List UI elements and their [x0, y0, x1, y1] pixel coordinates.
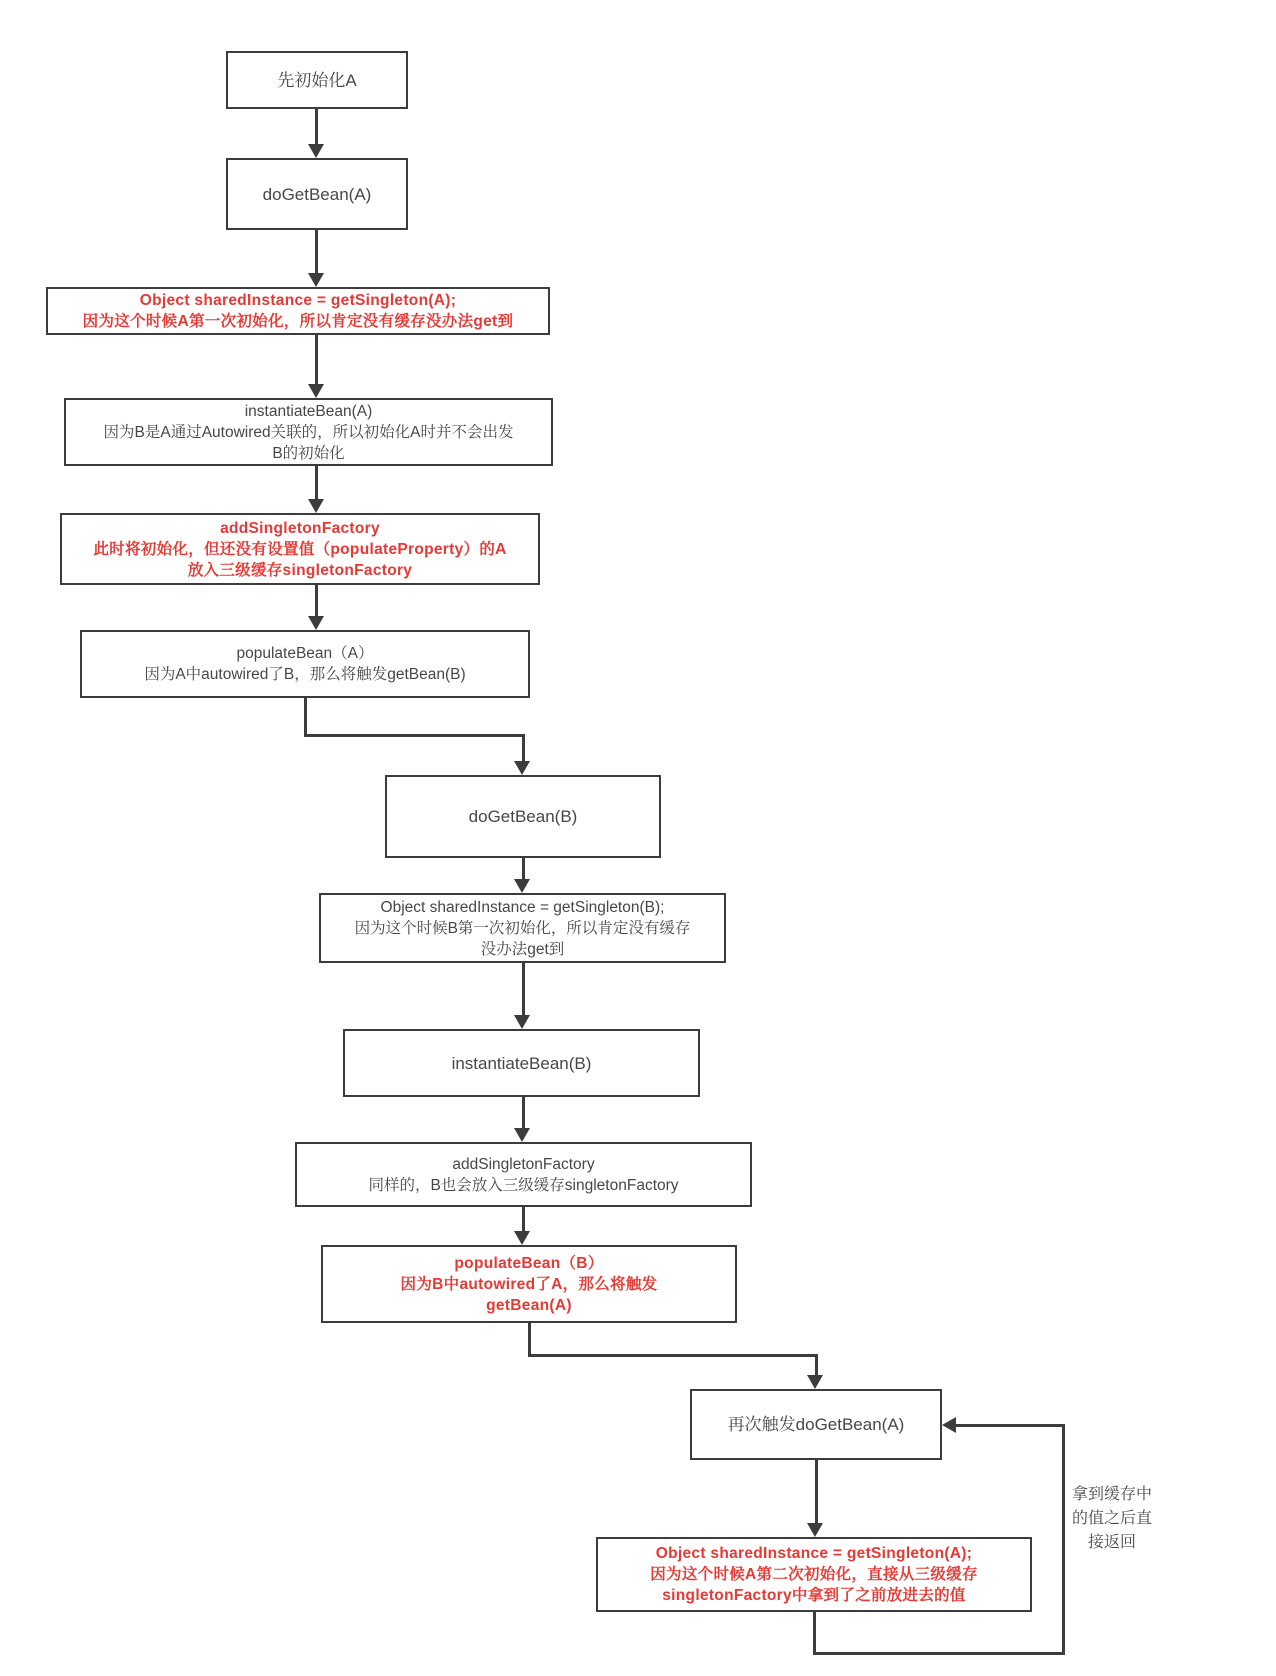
edge-line	[304, 698, 307, 737]
arrow-down-icon	[807, 1375, 823, 1389]
edge-line	[315, 466, 318, 500]
arrow-down-icon	[514, 761, 530, 775]
node-text-line: Object sharedInstance = getSingleton(A);	[139, 292, 457, 309]
arrow-down-icon	[514, 1015, 530, 1029]
node-text-line: 因为这个时候B第一次初始化，所以肯定没有缓存	[354, 919, 691, 937]
edge-line	[815, 1354, 818, 1376]
arrow-down-icon	[514, 1231, 530, 1245]
arrow-left-icon	[942, 1417, 956, 1433]
arrow-down-icon	[308, 273, 324, 287]
node-text-line: B的初始化	[272, 444, 345, 462]
node-text-line: Object sharedInstance = getSingleton(B);	[380, 898, 665, 916]
arrow-down-icon	[308, 499, 324, 513]
node-text-line: singletonFactory中拿到了之前放进去的值	[662, 1587, 966, 1604]
node-text-line: 因为B是A通过Autowired关联的，所以初始化A时并不会出发	[103, 423, 514, 441]
edge-line	[304, 734, 525, 737]
edge-line	[813, 1652, 1065, 1655]
arrow-down-icon	[308, 384, 324, 398]
node-text-line: instantiateBean(B)	[451, 1053, 592, 1073]
edge-line	[528, 1323, 531, 1357]
node-text-line: populateBean（A）	[236, 645, 374, 662]
arrow-down-icon	[308, 144, 324, 158]
edge-line	[956, 1424, 1064, 1427]
edge-line	[315, 230, 318, 274]
node-text-line: 因为这个时候A第二次初始化，直接从三级缓存	[650, 1566, 978, 1583]
node-text-line: 因为A中autowired了B，那么将触发getBean(B)	[144, 666, 466, 683]
arrow-down-icon	[308, 616, 324, 630]
edge-line	[815, 1460, 818, 1524]
node-text-line: 同样的，B也会放入三级缓存singletonFactory	[368, 1176, 679, 1194]
node-instantiate-bean-b	[343, 1029, 700, 1097]
edge-line	[528, 1354, 818, 1357]
node-text-line: instantiateBean(A)	[244, 402, 373, 420]
node-text-line: 因为B中autowired了A，那么将触发	[400, 1275, 658, 1293]
edge-line	[315, 585, 318, 617]
node-add-singleton-factory-b	[295, 1142, 752, 1207]
node-get-singleton-a-first	[46, 287, 550, 335]
node-text-line: populateBean（B）	[454, 1254, 604, 1272]
edge-line	[1062, 1424, 1065, 1655]
node-text-line: 再次触发doGetBean(A)	[727, 1415, 905, 1434]
edge-line	[522, 963, 525, 1016]
edge-line	[522, 734, 525, 762]
arrow-down-icon	[807, 1523, 823, 1537]
node-text-line: 先初始化A	[277, 70, 357, 90]
edge-line	[813, 1612, 816, 1655]
node-text-line: addSingletonFactory	[452, 1155, 595, 1173]
node-text-line: doGetBean(B)	[468, 807, 578, 826]
node-do-get-bean-a	[226, 158, 408, 230]
edge-line	[522, 1097, 525, 1129]
node-init-a	[226, 51, 408, 109]
node-get-singleton-b	[319, 893, 726, 963]
arrow-down-icon	[514, 1128, 530, 1142]
node-populate-bean-a	[80, 630, 530, 698]
node-text-line: 没办法get到	[480, 940, 565, 958]
node-do-get-bean-b	[385, 775, 661, 858]
node-text-line: 放入三级缓存singletonFactory	[187, 561, 413, 579]
node-instantiate-bean-a	[64, 398, 553, 466]
node-get-singleton-a-second	[596, 1537, 1032, 1612]
node-text-line: addSingletonFactory	[220, 519, 380, 537]
arrow-down-icon	[514, 879, 530, 893]
node-populate-bean-b	[321, 1245, 737, 1323]
edge-line	[315, 335, 318, 385]
node-text-line: getBean(A)	[486, 1296, 572, 1314]
edge-line	[315, 109, 318, 145]
node-add-singleton-factory-a	[60, 513, 540, 585]
edge-line	[522, 858, 525, 880]
loop-return-label: 拿到缓存中的值之后直接返回	[1071, 1486, 1152, 1551]
node-text-line: doGetBean(A)	[262, 184, 372, 204]
node-do-get-bean-a-again	[690, 1389, 942, 1460]
node-text-line: 此时将初始化，但还没有设置值（populateProperty）的A	[93, 540, 507, 558]
node-text-line: 因为这个时候A第一次初始化，所以肯定没有缓存没办法get到	[82, 313, 514, 330]
edge-line	[522, 1207, 525, 1232]
node-text-line: Object sharedInstance = getSingleton(A);	[655, 1545, 973, 1562]
